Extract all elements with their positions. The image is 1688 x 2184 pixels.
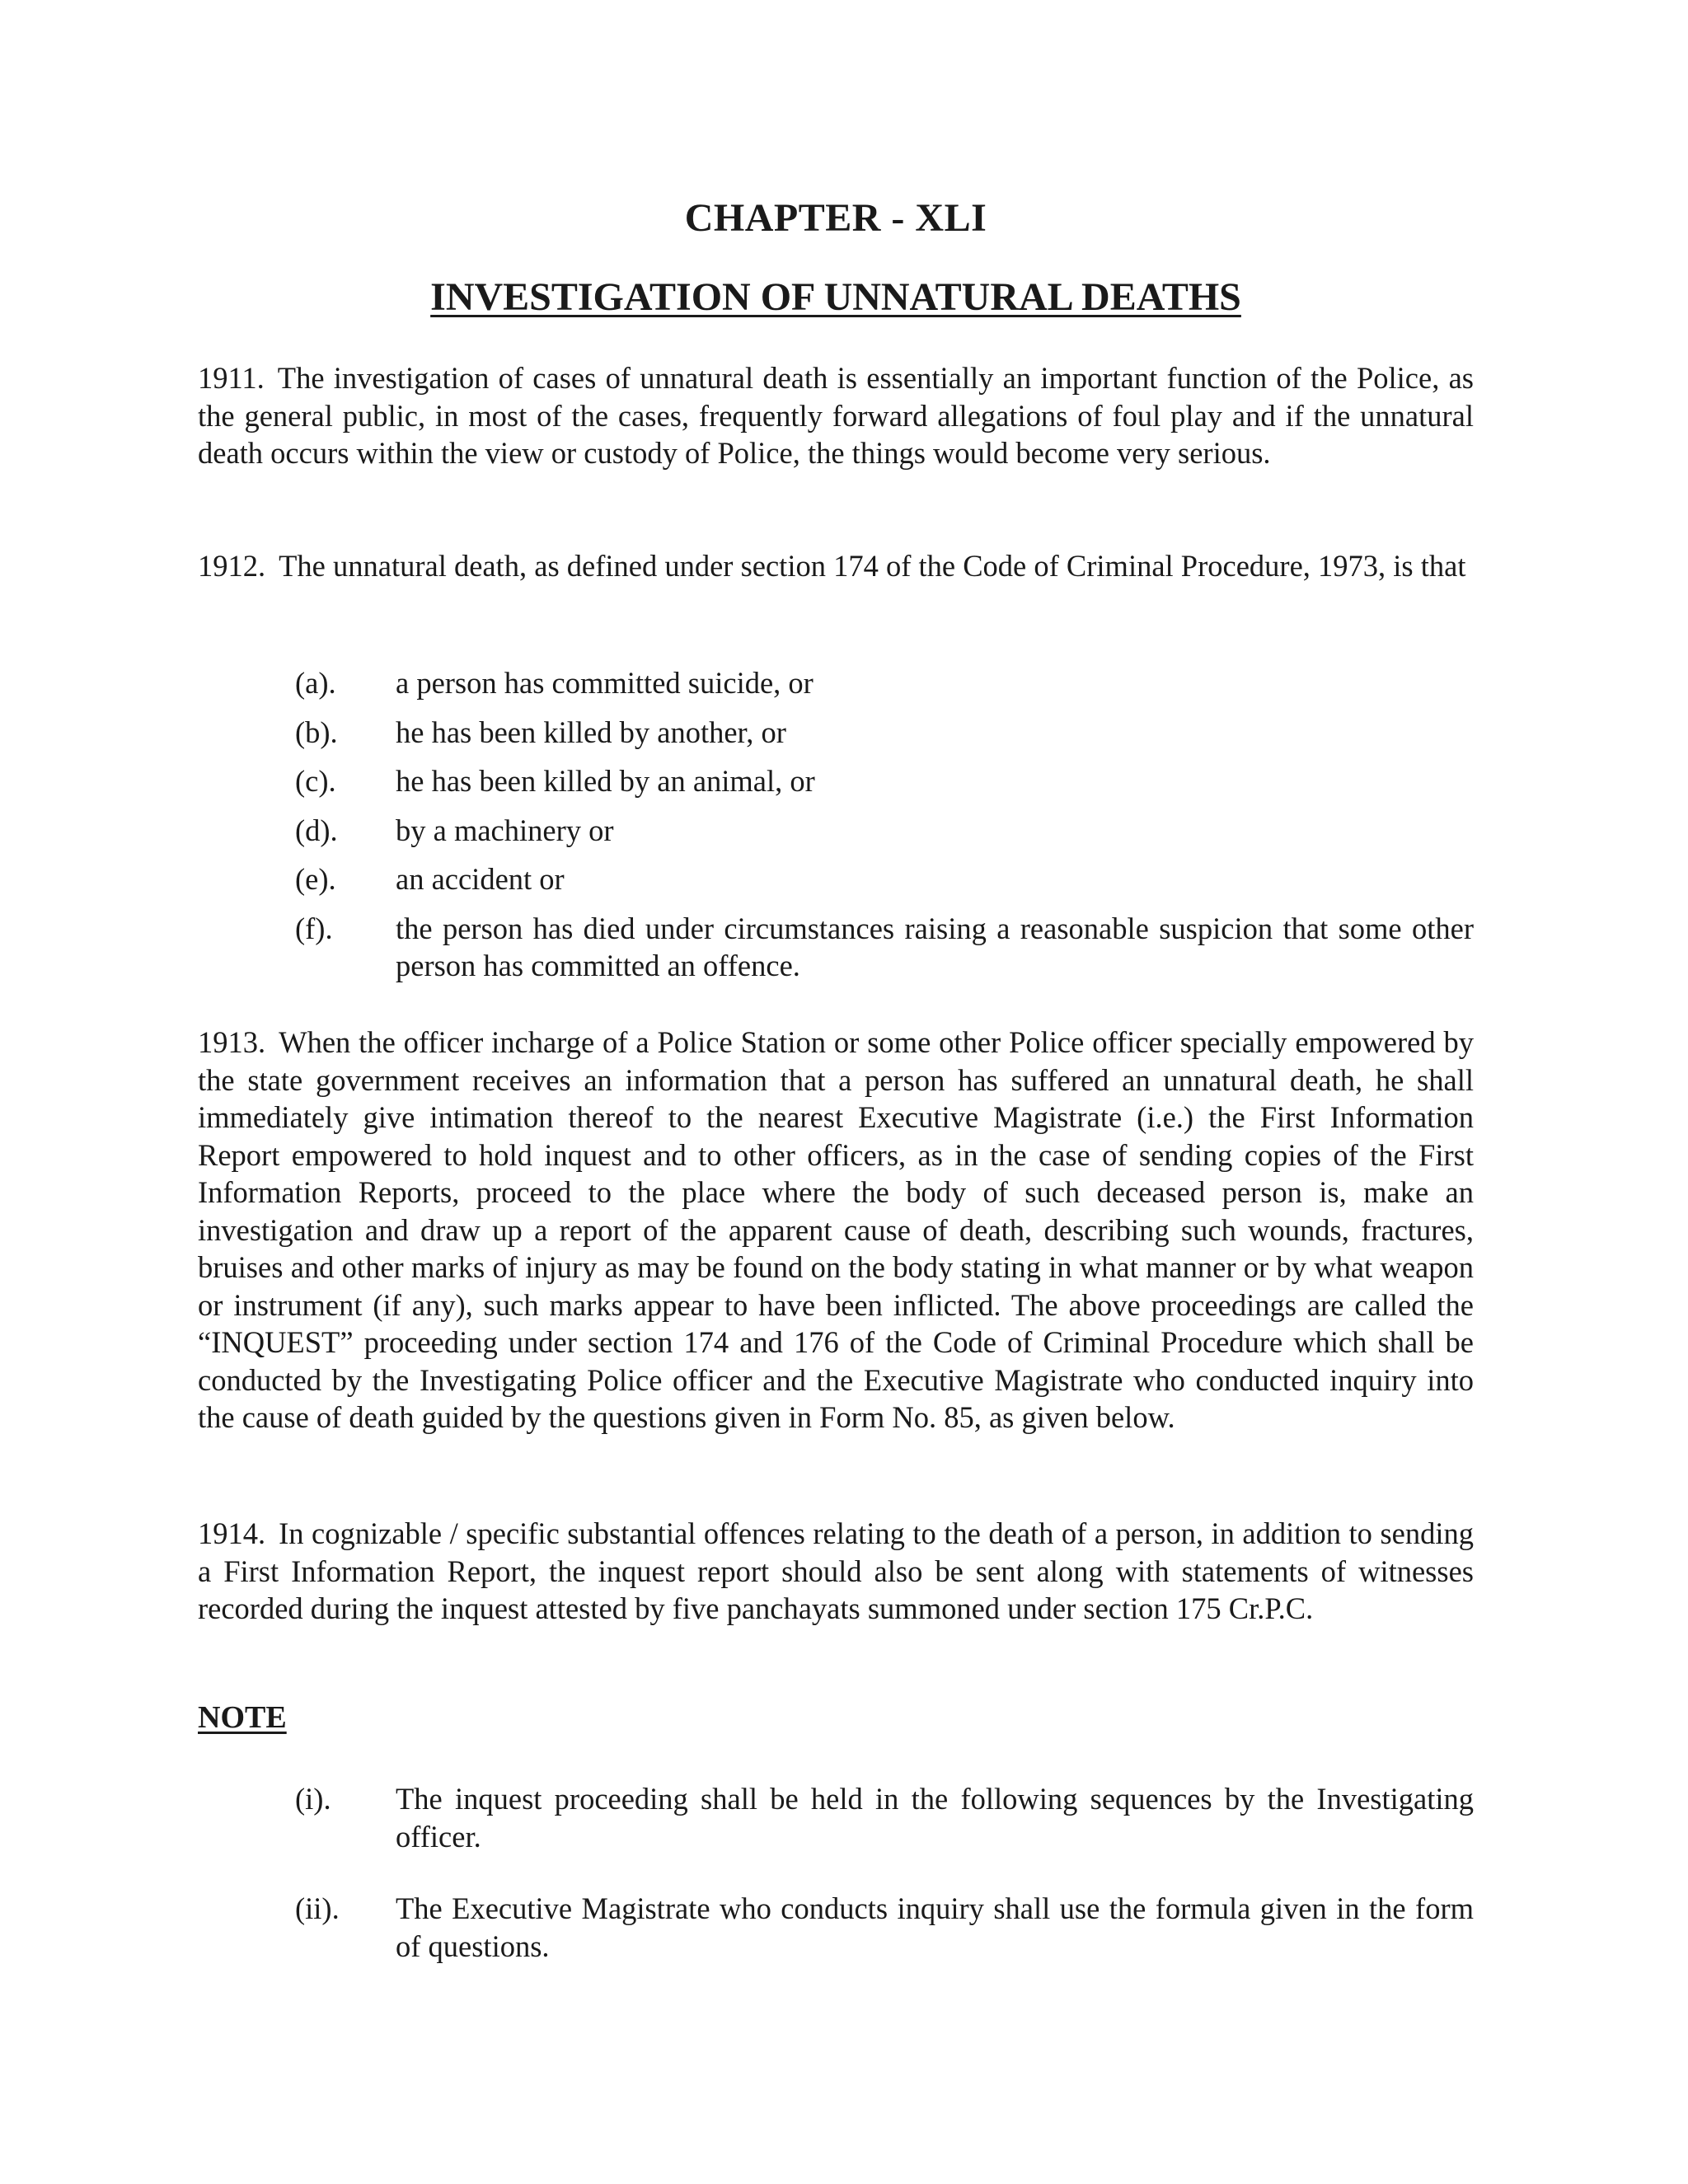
note-item bbox=[295, 1780, 1474, 1855]
list-item bbox=[295, 664, 1474, 702]
list-item bbox=[295, 762, 1474, 800]
list-text: a person has committed suicide, or bbox=[396, 666, 814, 700]
page-content bbox=[198, 0, 1474, 2184]
note-text: The Executive Magistrate who conducts inquiry shall use the formula given in the form of questions. bbox=[396, 1891, 1474, 1963]
note-heading: NOTE bbox=[198, 1700, 287, 1735]
list-marker: (e). bbox=[295, 862, 336, 896]
list-text: he has been killed by another, or bbox=[396, 715, 786, 749]
paragraph-1914 bbox=[198, 1515, 1474, 1628]
list-marker: (c). bbox=[295, 764, 336, 798]
paragraph-number: 1911. bbox=[198, 361, 265, 395]
list-marker: (b). bbox=[295, 715, 338, 749]
note-marker: (i). bbox=[295, 1782, 331, 1816]
chapter-heading: CHAPTER - XLI bbox=[684, 196, 987, 240]
list-item bbox=[295, 812, 1474, 850]
paragraph-text: The unnatural death, as defined under section 174 of the Code of Criminal Procedure, 1973, is that bbox=[279, 549, 1466, 583]
list-item bbox=[295, 910, 1474, 985]
list-text: he has been killed by an animal, or bbox=[396, 764, 815, 798]
list-text: the person has died under circumstances raising a reasonable suspicion that some other person has committed an offence. bbox=[396, 911, 1474, 982]
list-item bbox=[295, 860, 1474, 898]
list-item bbox=[295, 714, 1474, 752]
note-list bbox=[295, 1780, 1474, 1999]
chapter-title: INVESTIGATION OF UNNATURAL DEATHS bbox=[430, 275, 1241, 319]
paragraph-text: In cognizable / specific substantial offences relating to the death of a person, in addition to sending a First Information Report, the inquest report should also be sent along with statements of witnesses recorded during the inquest attested by five panchayats summoned under section 175 Cr.P.C. bbox=[198, 1516, 1474, 1625]
note-item bbox=[295, 1890, 1474, 1965]
paragraph-number: 1913. bbox=[198, 1025, 266, 1059]
note-marker: (ii). bbox=[295, 1891, 340, 1925]
paragraph-text: When the officer incharge of a Police Station or some other Police officer specially empowered by the state government receives an information that a person has suffered an unnatural death, he shall immediately give intimation thereof to the nearest Executive Magistrate (i.e.) the First Information Report empowered to hold inquest and to other officers, as in the case of sending copies of the First Information Reports, proceed to the place where the body of such deceased person is, make an investigation and draw up a report of the apparent cause of death, describing such wounds, fractures, bruises and other marks of injury as may be found on the body stating in what manner or by what weapon or instrument (if any), such marks appear to have been inflicted. The above proceedings are called the “INQUEST” proceeding under section 174 and 176 of the Code of Criminal Procedure which shall be conducted by the Investigating Police officer and the Executive Magistrate who conducted inquiry into the cause of death guided by the questions given in Form No. 85, as given below. bbox=[198, 1025, 1474, 1434]
paragraph-1912 bbox=[198, 547, 1474, 585]
list-text: an accident or bbox=[396, 862, 565, 896]
list-marker: (f). bbox=[295, 911, 333, 945]
paragraph-text: The investigation of cases of unnatural death is essentially an important function of the Police, as the general public, in most of the cases, frequently forward allegations of foul play and if the unnatural death occurs within the view or custody of Police, the things would become very serious. bbox=[198, 361, 1474, 470]
list-marker: (d). bbox=[295, 813, 338, 847]
paragraph-1913 bbox=[198, 1024, 1474, 1436]
paragraph-number: 1914. bbox=[198, 1516, 266, 1550]
note-text: The inquest proceeding shall be held in the following sequences by the Investigating officer. bbox=[396, 1782, 1474, 1854]
paragraph-1911 bbox=[198, 359, 1474, 472]
definition-list bbox=[295, 664, 1474, 996]
list-text: by a machinery or bbox=[396, 813, 614, 847]
paragraph-number: 1912. bbox=[198, 549, 266, 583]
list-marker: (a). bbox=[295, 666, 336, 700]
